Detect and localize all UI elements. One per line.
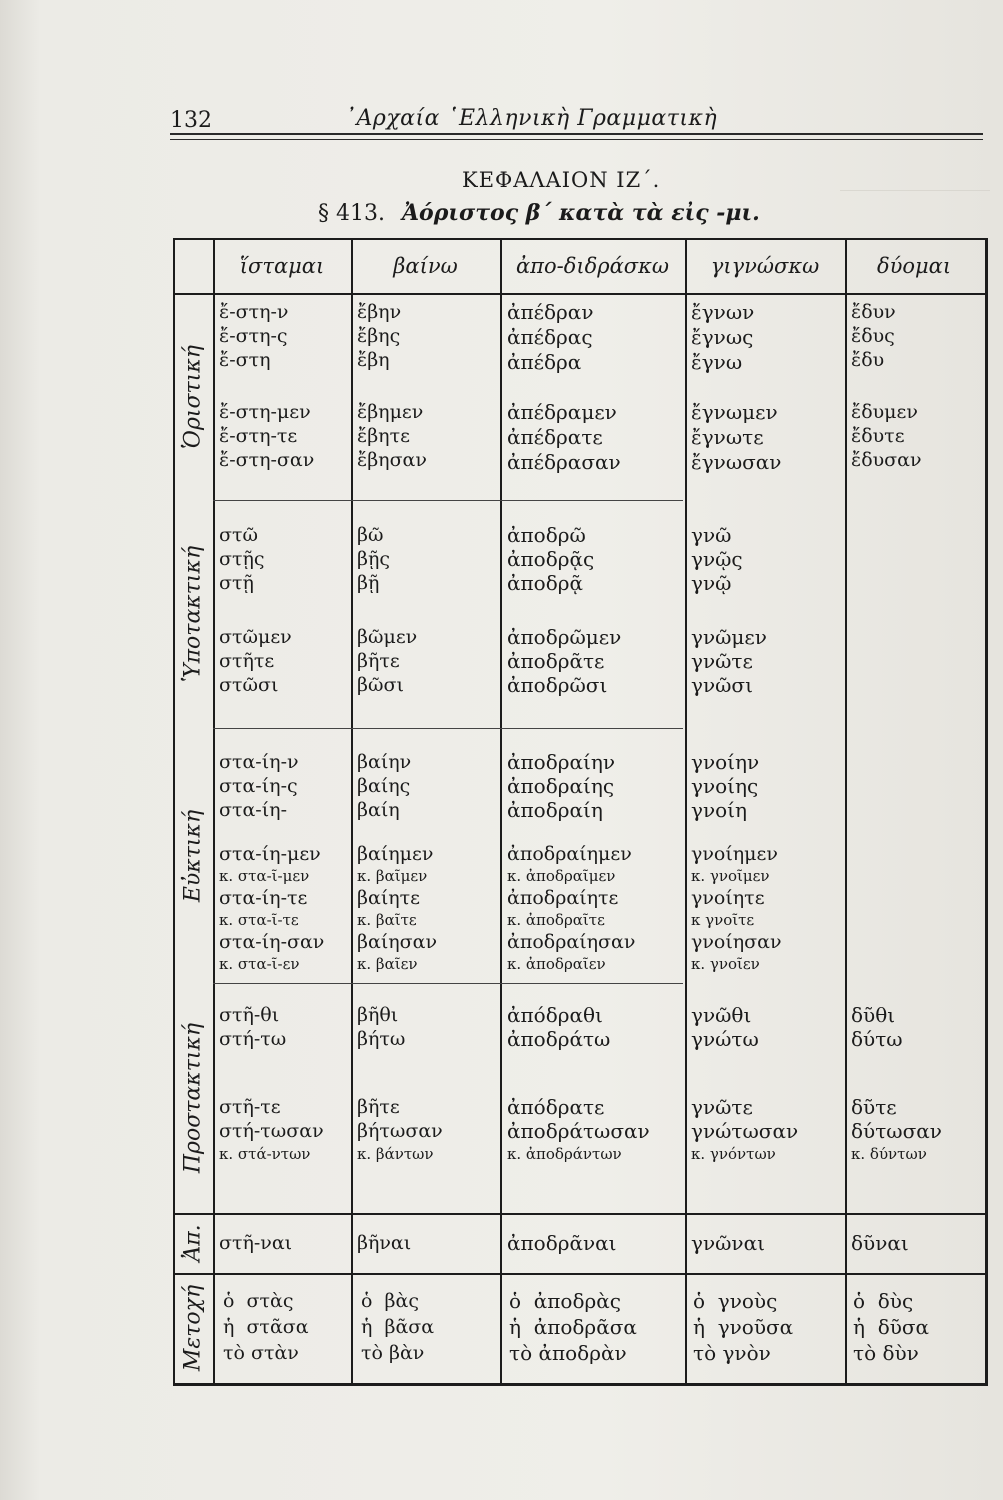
form-text: ἀποδραίης <box>507 774 615 798</box>
form-text: ἔ-στη-τε <box>219 425 298 447</box>
form-cell <box>693 1288 793 1366</box>
form-text: ἔδυμεν <box>851 401 918 423</box>
form-text: κ. ἀποδραῖμεν <box>507 867 616 885</box>
mood-divider <box>213 728 683 729</box>
form-text: κ. στά-ντων <box>219 1145 311 1163</box>
col-header-istamai: ἵσταμαι <box>239 254 325 278</box>
form-text: ἔβησαν <box>357 449 427 471</box>
form-text: βήτω <box>357 1028 406 1050</box>
form-text: ἔβην <box>357 301 402 323</box>
form-text: ἀπέδρασαν <box>507 450 621 474</box>
form-text: ἀποδραίην <box>507 750 615 774</box>
form-cell <box>851 400 922 472</box>
form-text: κ. ἀποδράντων <box>507 1145 622 1163</box>
form-text: ἔ-στη-ν <box>219 301 289 323</box>
col-header-dyomai: δύομαι <box>876 254 952 278</box>
header-rule-thin <box>170 139 983 140</box>
form-text: κ. στα-ῖ-μεν <box>219 867 310 885</box>
form-cell <box>357 1003 405 1051</box>
form-text: ἔβημεν <box>357 401 424 423</box>
form-text: ἔγνως <box>691 325 754 349</box>
form-text: κ. γνοῖεν <box>691 955 760 973</box>
mood-divider <box>213 500 683 501</box>
form-text: ἀποδραίησαν <box>507 931 636 953</box>
form-text: ἀποδραίητε <box>507 887 619 909</box>
form-cell <box>851 1003 903 1051</box>
form-cell <box>361 1288 434 1366</box>
mood-label-imperative <box>173 983 213 1213</box>
form-text: στῶ <box>219 524 258 546</box>
form-text: βῇ <box>357 572 380 594</box>
form-text: ἔγνωτε <box>691 425 764 449</box>
form-text: βαίην <box>357 751 412 773</box>
form-text: στῇς <box>219 548 265 570</box>
form-cell <box>223 1288 309 1366</box>
optative-plural-gignosko <box>691 842 782 974</box>
form-text: ἀποδραίημεν <box>507 843 632 865</box>
col-header-baino: βαίνω <box>393 254 458 278</box>
imperative-plural-dyomai <box>851 1095 942 1165</box>
form-cell <box>357 400 427 472</box>
form-text: ἡ γνοῦσα <box>693 1315 794 1339</box>
form-text: γνῷς <box>691 547 743 571</box>
form-text: ἀποδρᾷ <box>507 571 583 595</box>
form-cell <box>507 400 621 475</box>
optative-plural-baino <box>357 842 437 974</box>
form-text: γνῶτε <box>691 1095 753 1119</box>
form-text: κ. βαῖτε <box>357 911 417 929</box>
form-text: ἀπόδραθι <box>507 1003 603 1027</box>
form-cell <box>219 750 299 822</box>
form-text: γνοίης <box>691 774 759 798</box>
conjugation-table <box>173 238 985 1383</box>
mood-label-participle <box>173 1273 213 1383</box>
form-text: δύτωσαν <box>851 1119 942 1143</box>
form-text: στῆ-τε <box>219 1096 281 1118</box>
form-text: βῶ <box>357 524 384 546</box>
form-cell <box>691 400 781 475</box>
form-text: ἔ-στη <box>219 349 271 371</box>
form-text: κ. ἀποδραῖεν <box>507 955 606 973</box>
form-text: γνῶθι <box>691 1003 752 1027</box>
form-text: ἀποδράτω <box>507 1027 611 1051</box>
form-text: ἔγνωσαν <box>691 450 782 474</box>
imperative-plural-istamai <box>219 1095 324 1165</box>
form-cell <box>691 750 759 822</box>
form-text: ἀπέδρα <box>507 350 582 374</box>
form-cell <box>691 523 743 595</box>
mood-divider <box>213 983 683 984</box>
form-text: βαίημεν <box>357 843 434 865</box>
col-header-gignosko: γιγνώσκω <box>710 254 820 278</box>
form-text: ἔ-στη-ς <box>219 325 288 347</box>
form-text: Προστακτική <box>180 1022 206 1174</box>
col-header-apodidrasko: ἀπο-διδράσκω <box>516 254 669 278</box>
form-cell <box>219 300 288 372</box>
form-text: γνοίη <box>691 798 747 822</box>
form-cell: ἀποδρᾶναι <box>507 1231 617 1255</box>
form-text: ὁ στὰς <box>223 1290 294 1312</box>
form-cell: δῦναι <box>851 1231 909 1255</box>
column-divider <box>685 238 687 1383</box>
form-text: κ. δύντων <box>851 1145 927 1163</box>
form-text: ἔγνωμεν <box>691 400 778 424</box>
form-text: ἡ δῦσα <box>853 1315 930 1339</box>
form-text: στα-ίη- <box>219 799 287 821</box>
form-cell <box>507 625 621 697</box>
form-text: γνῶσι <box>691 673 753 697</box>
form-text: βαίησαν <box>357 931 437 953</box>
form-text: ἔδυ <box>851 349 885 371</box>
form-text: τὸ στὰν <box>223 1342 299 1364</box>
form-text: τὸ γνὸν <box>693 1341 771 1365</box>
form-text: κ. στα-ῖ-εν <box>219 955 300 973</box>
form-text: ἀποδραίη <box>507 798 603 822</box>
form-text: κ γνοῖτε <box>691 911 755 929</box>
form-text: ἀποδρῶ <box>507 523 586 547</box>
header-divider <box>173 293 985 295</box>
form-text: γνώτω <box>691 1027 759 1051</box>
form-text: στα-ίη-σαν <box>219 931 325 953</box>
form-text: στῆτε <box>219 650 275 672</box>
form-text: βαίη <box>357 799 400 821</box>
form-cell <box>219 400 314 472</box>
row-divider <box>173 1273 985 1275</box>
form-cell <box>357 625 417 697</box>
form-cell <box>691 300 754 375</box>
form-text: Ὁριστική <box>180 344 206 449</box>
section-number: § 413. <box>318 201 385 226</box>
form-text: ἡ στᾶσα <box>223 1316 309 1338</box>
form-text: ἀπέδρατε <box>507 425 603 449</box>
form-text: ἡ ἀποδρᾶσα <box>509 1315 637 1339</box>
form-text: ὁ δὺς <box>853 1289 914 1313</box>
form-text: ἀποδρῶσι <box>507 673 608 697</box>
form-text: Μετοχή <box>180 1284 206 1372</box>
row-divider <box>173 1213 985 1215</box>
mood-label-infinitive <box>173 1213 213 1273</box>
section-heading <box>318 200 760 226</box>
form-text: ἔδυσαν <box>851 449 922 471</box>
form-cell <box>691 1003 759 1051</box>
form-text: στα-ίη-μεν <box>219 843 321 865</box>
form-cell <box>357 523 390 595</box>
form-text: ἀποδράτωσαν <box>507 1119 650 1143</box>
form-text: Ἀπ. <box>180 1224 206 1262</box>
form-cell: βῆναι <box>357 1232 412 1254</box>
form-cell <box>219 523 265 595</box>
form-cell <box>507 523 594 595</box>
form-text: βῶμεν <box>357 626 418 648</box>
column-divider <box>213 238 215 1383</box>
form-text: Εὐκτική <box>180 809 206 902</box>
form-cell <box>507 750 615 822</box>
form-text: δῦθι <box>851 1003 896 1027</box>
header-rule <box>170 133 983 135</box>
form-text: ἔβη <box>357 349 390 371</box>
imperative-plural-apodidrasko <box>507 1095 650 1165</box>
form-text: ὁ ἀποδρὰς <box>509 1289 621 1313</box>
form-text: γνῶτε <box>691 649 753 673</box>
section-title: Ἀόριστος β΄ κατὰ τὰ εἰς -μι. <box>401 200 760 226</box>
imperative-plural-baino <box>357 1095 443 1165</box>
form-text: ἀποδρᾶτε <box>507 649 605 673</box>
form-text: στῶσι <box>219 674 279 696</box>
form-text: ἔγνω <box>691 350 743 374</box>
form-text: ἔβης <box>357 325 401 347</box>
form-text: βῆθι <box>357 1004 399 1026</box>
form-text: γνοίην <box>691 750 760 774</box>
form-cell <box>357 300 401 372</box>
chapter-heading: ΚΕΦΑΛΑΙΟΝ ΙΖ΄. <box>462 168 661 192</box>
running-title: ᾿Αρχαία ῾Ελληνικὴ Γραμματικὴ <box>345 106 718 131</box>
form-text: ὁ γνοὺς <box>693 1289 778 1313</box>
form-text: ὁ βὰς <box>361 1290 419 1312</box>
form-text: γνῷ <box>691 571 732 595</box>
form-text: γνοίητε <box>691 887 765 909</box>
form-cell: γνῶναι <box>691 1231 765 1255</box>
form-text: ἔ-στη-μεν <box>219 401 311 423</box>
form-text: στή-τωσαν <box>219 1120 324 1142</box>
form-text: ἀπέδρας <box>507 325 593 349</box>
mood-label-subjunctive <box>173 500 213 728</box>
form-text: κ. γνόντων <box>691 1145 776 1163</box>
column-divider <box>351 238 353 1383</box>
form-text: γνῶμεν <box>691 625 767 649</box>
form-text: κ. ἀποδραῖτε <box>507 911 605 929</box>
form-text: βῶσι <box>357 674 404 696</box>
form-text: βήτωσαν <box>357 1120 443 1142</box>
mood-label-optative <box>173 728 213 983</box>
form-text: στῇ <box>219 572 254 594</box>
imperative-plural-gignosko <box>691 1095 798 1165</box>
form-text: κ. βάντων <box>357 1145 434 1163</box>
optative-plural-istamai <box>219 842 324 974</box>
form-text: βῆτε <box>357 1096 400 1118</box>
form-text: γνοίησαν <box>691 931 782 953</box>
form-cell <box>507 1003 610 1051</box>
form-cell <box>507 300 593 375</box>
form-text: γνοίημεν <box>691 843 778 865</box>
form-text: στα-ίη-τε <box>219 887 308 909</box>
form-cell <box>357 750 411 822</box>
form-text: γνῶ <box>691 523 732 547</box>
form-cell <box>219 1003 286 1051</box>
form-text: ἔγνων <box>691 300 755 324</box>
form-cell: στῆ-ναι <box>219 1232 293 1254</box>
form-text: Ὑποτακτική <box>180 545 206 683</box>
form-text: βαίης <box>357 775 411 797</box>
mood-label-indicative <box>173 293 213 500</box>
form-text: βῇς <box>357 548 391 570</box>
form-text: τὸ ἀποδρὰν <box>509 1341 627 1365</box>
form-text: δύτω <box>851 1027 903 1051</box>
form-text: κ. βαῖμεν <box>357 867 428 885</box>
column-divider <box>845 238 847 1383</box>
running-header <box>170 104 985 136</box>
form-text: γνώτωσαν <box>691 1119 799 1143</box>
form-text: στα-ίη-ν <box>219 751 299 773</box>
form-text: ἀποδρᾷς <box>507 547 595 571</box>
form-text: ἔ-στη-σαν <box>219 449 315 471</box>
form-text: τὸ βὰν <box>361 1342 425 1364</box>
form-text: βῆτε <box>357 650 400 672</box>
form-text: στα-ίη-ς <box>219 775 298 797</box>
form-cell <box>509 1288 637 1366</box>
form-cell <box>219 625 292 697</box>
optative-plural-apodidrasko <box>507 842 635 974</box>
form-text: στή-τω <box>219 1028 287 1050</box>
form-cell <box>853 1288 929 1366</box>
form-text: κ. στα-ῖ-τε <box>219 911 299 929</box>
form-text: στῆ-θι <box>219 1004 280 1026</box>
form-text: ἀπέδραν <box>507 300 594 324</box>
page-number: 132 <box>170 108 212 133</box>
form-text: ἀπόδρατε <box>507 1095 605 1119</box>
form-text: βαίητε <box>357 887 421 909</box>
form-text: ἔβητε <box>357 425 410 447</box>
form-text: ἀποδρῶμεν <box>507 625 622 649</box>
form-text: ἀπέδραμεν <box>507 400 617 424</box>
column-divider <box>500 238 502 1383</box>
form-text: τὸ δὺν <box>853 1341 919 1365</box>
form-text: ἔδυς <box>851 325 895 347</box>
form-text: κ. βαῖεν <box>357 955 418 973</box>
form-cell <box>851 300 896 372</box>
form-text: δῦτε <box>851 1095 897 1119</box>
form-text: ἔδυν <box>851 301 896 323</box>
form-text: ἡ βᾶσα <box>361 1316 435 1338</box>
form-cell <box>691 625 767 697</box>
form-text: στῶμεν <box>219 626 292 648</box>
form-text: ἔδυτε <box>851 425 905 447</box>
form-text: κ. γνοῖμεν <box>691 867 770 885</box>
